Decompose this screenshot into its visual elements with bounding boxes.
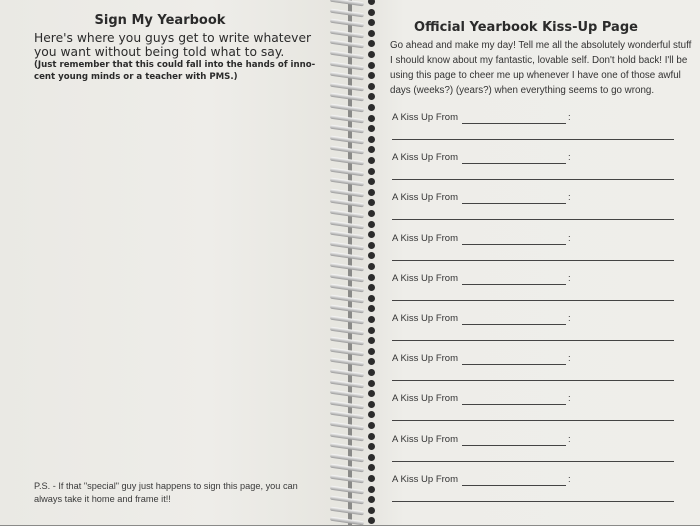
punch-hole bbox=[368, 104, 375, 111]
spiral-coil bbox=[330, 496, 376, 503]
coil-wire bbox=[330, 337, 364, 346]
punch-hole bbox=[368, 337, 375, 344]
coil-wire bbox=[330, 506, 364, 515]
punch-hole bbox=[368, 0, 375, 5]
punch-hole bbox=[368, 51, 375, 58]
spiral-coil bbox=[330, 284, 376, 291]
spiral-coil bbox=[330, 263, 376, 270]
punch-hole bbox=[368, 72, 375, 79]
coil-wire bbox=[330, 475, 364, 484]
coil-wire bbox=[330, 517, 364, 526]
punch-hole bbox=[368, 496, 375, 503]
punch-hole bbox=[368, 242, 375, 249]
kiss-up-entry bbox=[392, 353, 682, 383]
name-blank-line[interactable] bbox=[462, 445, 566, 446]
spiral-coil bbox=[330, 62, 376, 69]
spiral-coil bbox=[330, 231, 376, 238]
punch-hole bbox=[368, 189, 375, 196]
coil-wire bbox=[330, 40, 364, 49]
punch-hole bbox=[368, 62, 375, 69]
spiral-coil bbox=[330, 517, 376, 524]
spiral-coil bbox=[330, 40, 376, 47]
punch-hole bbox=[368, 390, 375, 397]
coil-wire bbox=[330, 72, 364, 81]
spiral-coil bbox=[330, 9, 376, 16]
punch-hole bbox=[368, 475, 375, 482]
spiral-coil bbox=[330, 125, 376, 132]
kiss-up-entry bbox=[392, 192, 682, 222]
coil-wire bbox=[330, 104, 364, 113]
coil-wire bbox=[330, 358, 364, 367]
punch-hole bbox=[368, 443, 375, 450]
coil-wire bbox=[330, 496, 364, 505]
right-page bbox=[352, 0, 700, 525]
punch-hole bbox=[368, 486, 375, 493]
colon: : bbox=[568, 192, 571, 204]
coil-wire bbox=[330, 93, 364, 102]
coil-wire bbox=[330, 8, 364, 17]
message-line[interactable] bbox=[392, 260, 674, 261]
punch-hole bbox=[368, 422, 375, 429]
spiral-coil bbox=[330, 295, 376, 302]
coil-wire bbox=[330, 464, 364, 473]
spiral-coil bbox=[330, 146, 376, 153]
punch-hole bbox=[368, 9, 375, 16]
colon: : bbox=[568, 232, 571, 244]
sign-yearbook-intro: Here's where you guys get to write whatever you want without being told what to say. bbox=[34, 31, 312, 59]
coil-wire bbox=[330, 220, 364, 229]
spiral-coil bbox=[330, 305, 376, 312]
punch-hole bbox=[368, 348, 375, 355]
punch-hole bbox=[368, 274, 375, 281]
spiral-coil bbox=[330, 19, 376, 26]
kiss-up-from-label: A Kiss Up From bbox=[392, 192, 458, 204]
punch-hole bbox=[368, 507, 375, 514]
kiss-up-entry bbox=[392, 233, 682, 263]
kiss-up-from-label: A Kiss Up From bbox=[392, 232, 458, 244]
message-line[interactable] bbox=[392, 501, 674, 502]
punch-hole bbox=[368, 380, 375, 387]
coil-wire bbox=[330, 82, 364, 91]
colon: : bbox=[568, 473, 571, 485]
spiral-coil bbox=[330, 369, 376, 376]
name-blank-line[interactable] bbox=[462, 364, 566, 365]
coil-wire bbox=[330, 453, 364, 462]
coil-wire bbox=[330, 241, 364, 250]
spiral-coil bbox=[330, 168, 376, 175]
punch-hole bbox=[368, 93, 375, 100]
kiss-up-from-label: A Kiss Up From bbox=[392, 152, 458, 164]
left-page bbox=[0, 0, 348, 525]
coil-wire bbox=[330, 294, 364, 303]
coil-wire bbox=[330, 199, 364, 208]
spiral-coil bbox=[330, 252, 376, 259]
punch-hole bbox=[368, 157, 375, 164]
spiral-binding bbox=[318, 0, 380, 525]
coil-wire bbox=[330, 231, 364, 240]
coil-wire bbox=[330, 422, 364, 431]
kiss-up-from-label: A Kiss Up From bbox=[392, 313, 458, 324]
name-blank-line[interactable] bbox=[462, 404, 566, 405]
spiral-coil bbox=[330, 390, 376, 397]
punch-hole bbox=[368, 146, 375, 153]
coil-wire bbox=[330, 305, 364, 314]
spiral-coil bbox=[330, 411, 376, 418]
spiral-coil bbox=[330, 464, 376, 471]
spiral-coil bbox=[330, 274, 376, 281]
punch-hole bbox=[368, 517, 375, 524]
kiss-up-entry bbox=[392, 434, 682, 464]
punch-hole bbox=[368, 454, 375, 461]
name-blank-line[interactable] bbox=[462, 324, 566, 325]
kiss-up-entry bbox=[392, 112, 682, 142]
spiral-coil bbox=[330, 221, 376, 228]
coil-wire bbox=[330, 443, 364, 452]
spiral-coil bbox=[330, 93, 376, 100]
punch-hole bbox=[368, 464, 375, 471]
spiral-coil bbox=[330, 242, 376, 249]
coil-wire bbox=[330, 114, 364, 123]
spiral-coil bbox=[330, 104, 376, 111]
spiral-coil bbox=[330, 51, 376, 58]
kiss-up-page-title: Official Yearbook Kiss-Up Page bbox=[414, 20, 638, 35]
punch-hole bbox=[368, 30, 375, 37]
coil-wire bbox=[330, 61, 364, 70]
spiral-coil bbox=[330, 433, 376, 440]
colon: : bbox=[568, 313, 571, 324]
spiral-coil bbox=[330, 136, 376, 143]
coil-wire bbox=[330, 157, 364, 166]
coil-wire bbox=[330, 135, 364, 144]
spiral-coil bbox=[330, 199, 376, 206]
message-line[interactable] bbox=[392, 139, 674, 140]
spiral-coil bbox=[330, 115, 376, 122]
spiral-coil bbox=[330, 348, 376, 355]
spiral-coil bbox=[330, 337, 376, 344]
punch-hole bbox=[368, 358, 375, 365]
punch-hole bbox=[368, 115, 375, 122]
spiral-coil bbox=[330, 157, 376, 164]
colon: : bbox=[568, 112, 571, 123]
colon: : bbox=[568, 433, 571, 445]
punch-hole bbox=[368, 411, 375, 418]
coil-wire bbox=[330, 485, 364, 494]
punch-hole bbox=[368, 210, 375, 217]
message-line[interactable] bbox=[392, 340, 674, 341]
message-line[interactable] bbox=[392, 219, 674, 220]
message-line[interactable] bbox=[392, 461, 674, 462]
name-blank-line[interactable] bbox=[462, 123, 566, 124]
coil-wire bbox=[330, 29, 364, 38]
punch-hole bbox=[368, 252, 375, 259]
coil-wire bbox=[330, 167, 364, 176]
spiral-coil bbox=[330, 454, 376, 461]
spiral-coil bbox=[330, 0, 376, 5]
coil-wire bbox=[330, 369, 364, 378]
coil-wire bbox=[330, 125, 364, 134]
spiral-coil bbox=[330, 486, 376, 493]
punch-hole bbox=[368, 316, 375, 323]
kiss-up-from-label: A Kiss Up From bbox=[392, 112, 458, 123]
kiss-up-from-label: A Kiss Up From bbox=[392, 473, 458, 485]
spiral-coil bbox=[330, 189, 376, 196]
punch-hole bbox=[368, 295, 375, 302]
spiral-coil bbox=[330, 316, 376, 323]
coil-wire bbox=[330, 411, 364, 420]
name-blank-line[interactable] bbox=[462, 485, 566, 486]
kiss-up-from-label: A Kiss Up From bbox=[392, 272, 458, 284]
coil-wire bbox=[330, 188, 364, 197]
kiss-up-page-intro: Go ahead and make my day! Tell me all the absolutely wonderful stuff I should know about my fantastic, lovable self. Don't hold back! I'll be using this page to cheer me up whenever I have one of those awful days (weeks?) (years?) when everything seems to go wrong. bbox=[390, 40, 692, 96]
spiral-coil bbox=[330, 178, 376, 185]
coil-wire bbox=[330, 263, 364, 272]
kiss-up-entry bbox=[392, 393, 682, 423]
spiral-coil bbox=[330, 83, 376, 90]
spiral-coil bbox=[330, 507, 376, 514]
kiss-up-entry bbox=[392, 273, 682, 303]
punch-hole bbox=[368, 168, 375, 175]
coil-wire bbox=[330, 347, 364, 356]
name-blank-line[interactable] bbox=[462, 284, 566, 285]
coil-wire bbox=[330, 379, 364, 388]
punch-hole bbox=[368, 199, 375, 206]
spiral-coil bbox=[330, 358, 376, 365]
name-blank-line[interactable] bbox=[462, 163, 566, 164]
punch-hole bbox=[368, 433, 375, 440]
sign-yearbook-title: Sign My Yearbook bbox=[94, 13, 226, 28]
coil-wire bbox=[330, 51, 364, 60]
coil-wire bbox=[330, 19, 364, 28]
message-line[interactable] bbox=[392, 179, 674, 180]
coil-wire bbox=[330, 0, 364, 6]
message-line[interactable] bbox=[392, 380, 674, 381]
punch-hole bbox=[368, 125, 375, 132]
punch-hole bbox=[368, 19, 375, 26]
kiss-up-from-label: A Kiss Up From bbox=[392, 393, 458, 405]
punch-hole bbox=[368, 369, 375, 376]
punch-hole bbox=[368, 305, 375, 312]
colon: : bbox=[568, 272, 571, 284]
punch-hole bbox=[368, 178, 375, 185]
spiral-coil bbox=[330, 380, 376, 387]
spiral-coil bbox=[330, 475, 376, 482]
name-blank-line[interactable] bbox=[462, 203, 566, 204]
coil-wire bbox=[330, 146, 364, 155]
coil-wire bbox=[330, 390, 364, 399]
punch-hole bbox=[368, 40, 375, 47]
kiss-up-entry bbox=[392, 152, 682, 182]
kiss-up-from-label: A Kiss Up From bbox=[392, 353, 458, 365]
colon: : bbox=[568, 353, 571, 365]
message-line[interactable] bbox=[392, 300, 674, 301]
spiral-coil bbox=[330, 30, 376, 37]
ps-note: P.S. - If that "special" guy just happens to sign this page, you can always take it home and frame it!! bbox=[34, 481, 298, 504]
spiral-coil bbox=[330, 72, 376, 79]
spiral-coil bbox=[330, 422, 376, 429]
sign-yearbook-note: (Just remember that this could fall into the hands of inno-cent young minds or a teacher with PMS.) bbox=[34, 60, 316, 82]
coil-wire bbox=[330, 316, 364, 325]
punch-hole bbox=[368, 231, 375, 238]
coil-wire bbox=[330, 252, 364, 261]
coil-wire bbox=[330, 273, 364, 282]
punch-hole bbox=[368, 136, 375, 143]
punch-hole bbox=[368, 327, 375, 334]
spiral-coil bbox=[330, 401, 376, 408]
colon: : bbox=[568, 152, 571, 164]
coil-wire bbox=[330, 178, 364, 187]
punch-hole bbox=[368, 263, 375, 270]
punch-hole bbox=[368, 221, 375, 228]
coil-wire bbox=[330, 284, 364, 293]
spiral-coil bbox=[330, 327, 376, 334]
coil-wire bbox=[330, 210, 364, 219]
kiss-up-from-label: A Kiss Up From bbox=[392, 433, 458, 445]
coil-wire bbox=[330, 432, 364, 441]
kiss-up-entry bbox=[392, 313, 682, 343]
spiral-coil bbox=[330, 210, 376, 217]
punch-hole bbox=[368, 83, 375, 90]
punch-hole bbox=[368, 401, 375, 408]
name-blank-line[interactable] bbox=[462, 244, 566, 245]
message-line[interactable] bbox=[392, 420, 674, 421]
spiral-coil bbox=[330, 443, 376, 450]
kiss-up-entry bbox=[392, 474, 682, 504]
coil-wire bbox=[330, 326, 364, 335]
colon: : bbox=[568, 393, 571, 405]
coil-wire bbox=[330, 400, 364, 409]
punch-hole bbox=[368, 284, 375, 291]
